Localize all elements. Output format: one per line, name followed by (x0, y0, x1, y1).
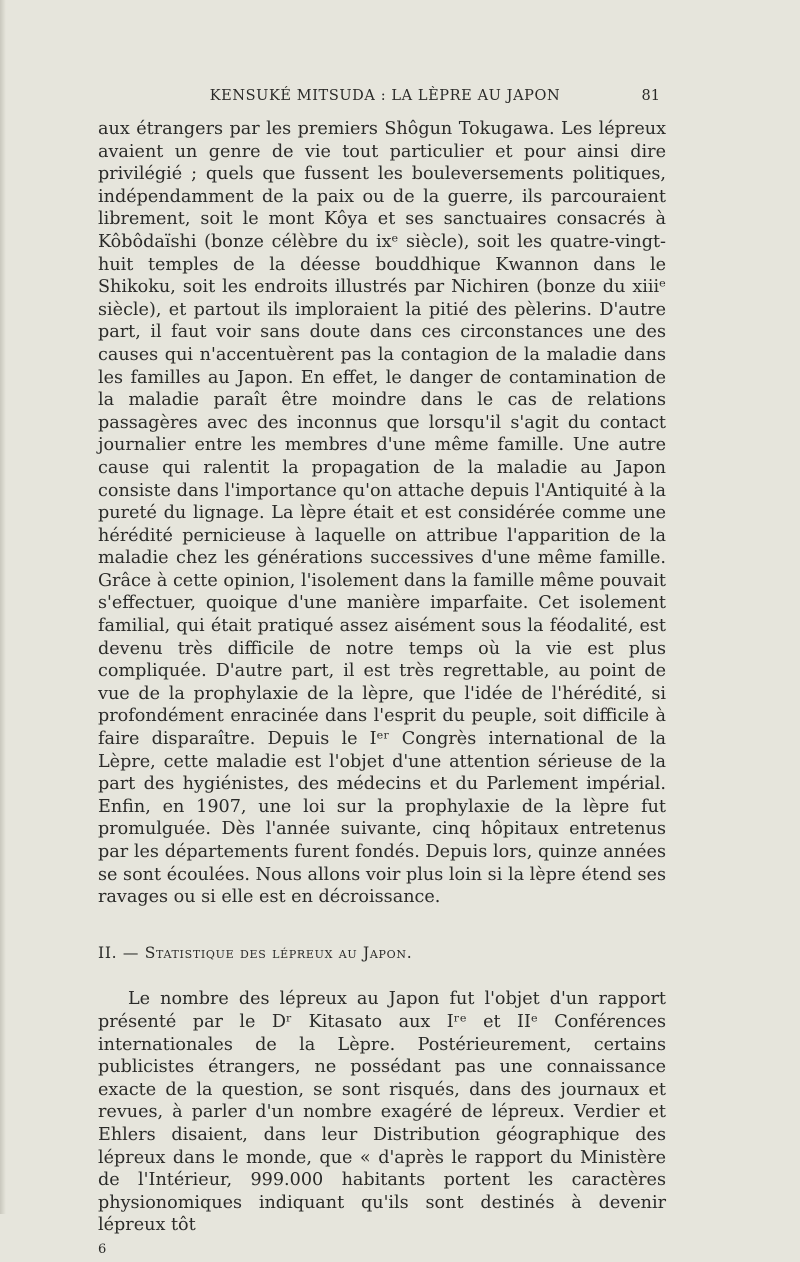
body-text (98, 118, 666, 1262)
signature-mark: 6 (98, 1241, 107, 1257)
section-heading: II. — Statistique des lépreux au Japon. (98, 943, 413, 962)
running-title: KENSUKÉ MITSUDA : LA LÈPRE AU JAPON (209, 88, 561, 104)
paragraph-2: Le nombre des lépreux au Japon fut l'objet d'un rapport présenté par le Dʳ Kitasato aux Iʳᵉ et IIᵉ Conférences internationales de la Lèpre. Postérieurement, certains publicistes étrangers, ne possédant pas une connaissance exacte de la question, se sont risqués, dans des journaux et revues, à parler d'un nombre exagéré de lépreux. Verdier et Ehlers disaient, dans leur Distribution géographique des lépreux dans le monde, que « d'après le rapport du Ministère de l'Intérieur, 999.000 habitants portent les caractères physionomiques indiquant qu'ils sont destinés à devenir lépreux tôt (98, 989, 666, 1236)
page-edge-shadow (0, 0, 6, 1214)
page-number: 81 (641, 88, 660, 104)
paragraph-1: aux étrangers par les premiers Shôgun Tokugawa. Les lépreux avaient un genre de vie tout particulier et pour ainsi dire privilégié ; quels que fussent les bouleversements politiques, indépendamment de la paix ou de la guerre, ils parcouraient librement, soit le mont Kôya et ses sanctuaires consacrés à Kôbôdaïshi (bonze célèbre du ixᵉ siècle), soit les quatre-vingt-huit temples de la déesse bouddhique Kwannon dans le Shikoku, soit les endroits illustrés par Nichiren (bonze du xiiiᵉ siècle), et partout ils imploraient la pitié des pèlerins. D'autre part, il faut voir sans doute dans ces circonstances une des causes qui n'accentuèrent pas la contagion de la maladie dans les familles au Japon. En effet, le danger de contamination de la maladie paraît être moindre dans le cas de relations passagères avec des inconnus que lorsqu'il s'agit du contact journalier entre les membres d'une même famille. Une autre cause qui ralentit la propagation de la maladie au Japon consiste dans l'importance qu'on attache depuis l'Antiquité à la pureté du lignage. La lèpre était et est considérée comme une hérédité pernicieuse à laquelle on attribue l'apparition de la maladie chez les générations successives d'une même famille. Grâce à cette opinion, l'isolement dans la famille même pouvait s'effectuer, quoique d'une manière imparfaite. Cet isolement familial, qui était pratiqué assez aisément sous la féodalité, est devenu très difficile de notre temps où la vie est plus compliquée. D'autre part, il est très regrettable, au point de vue de la prophylaxie de la lèpre, que l'idée de l'hérédité, si profondément enracinée dans l'esprit du peuple, soit difficile à faire disparaître. Depuis le Iᵉʳ Congrès international de la Lèpre, cette maladie est l'objet d'une attention sérieuse de la part des hygiénistes, des médecins et du Parlement impérial. Enfin, en 1907, une loi sur la prophylaxie de la lèpre fut promulguée. Dès l'année suivante, cinq hôpitaux entretenus par les départements furent fondés. Depuis lors, quinze années se sont écoulées. Nous allons voir plus loin si la lèpre étend ses ravages ou si elle est en décroissance. (98, 119, 666, 908)
page-header (110, 88, 660, 110)
